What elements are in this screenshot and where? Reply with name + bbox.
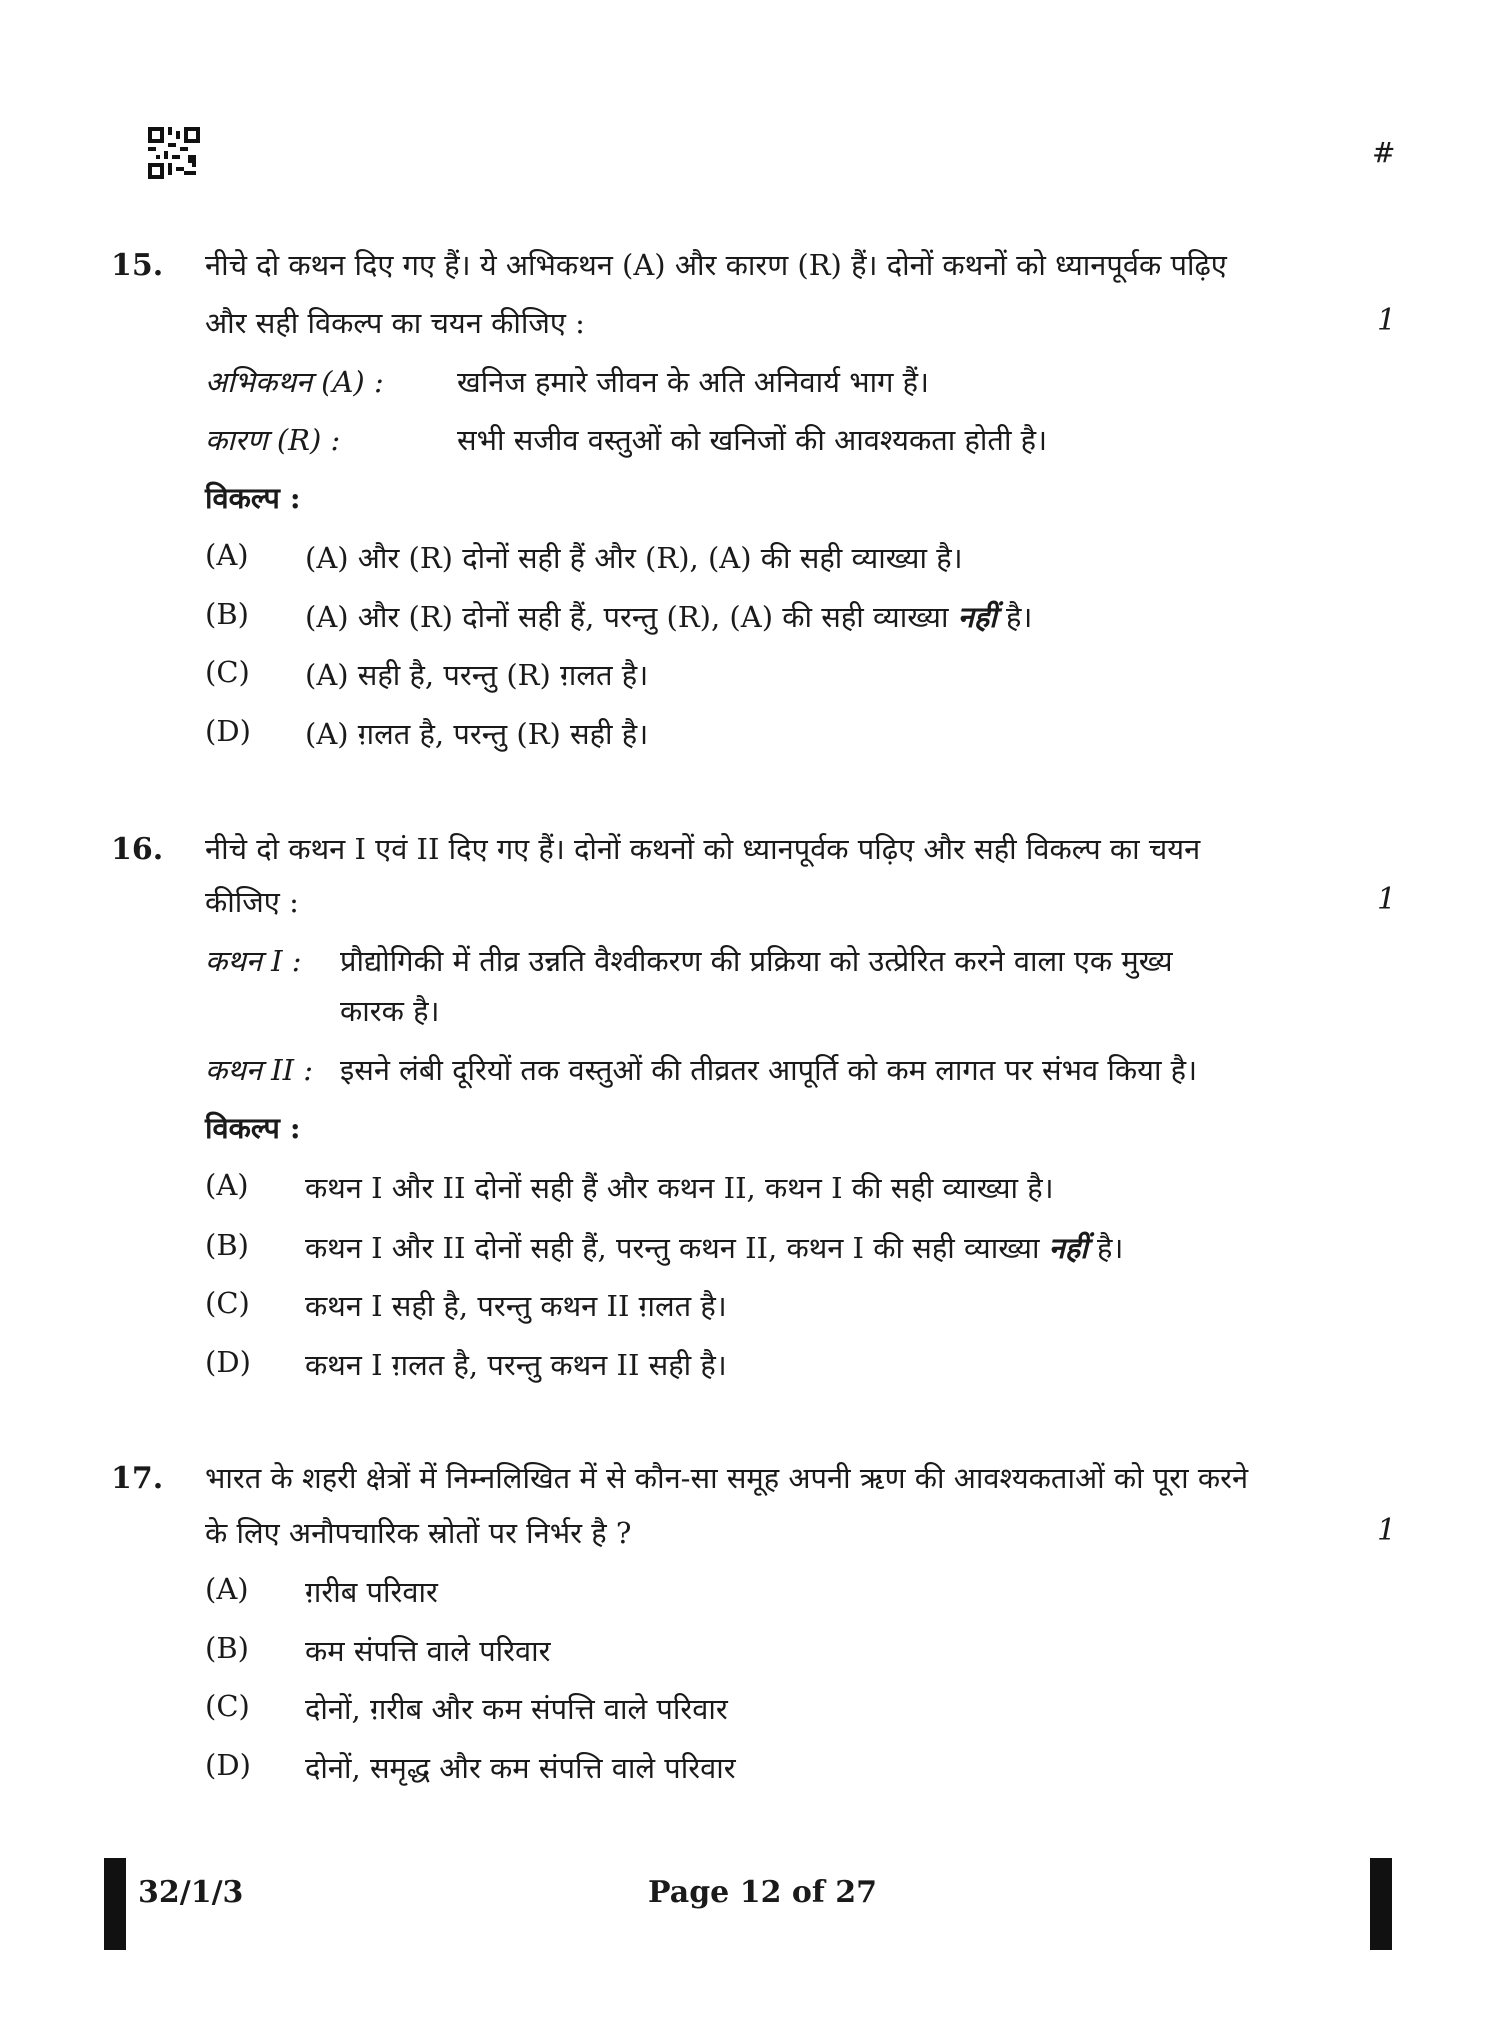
paper-code: 32/1/3 xyxy=(138,1875,244,1910)
question-15-marks: 1 xyxy=(1377,303,1397,338)
question-16-line1: नीचे दो कथन I एवं II दिए गए हैं। दोनों कथनों को ध्यानपूर्वक पढ़िए और सही विकल्प का चयन xyxy=(205,832,1201,866)
q16-option-d-label: (D) xyxy=(205,1345,251,1379)
q17-option-d-label: (D) xyxy=(205,1748,251,1782)
q16-option-c-text: कथन I सही है, परन्तु कथन II ग़लत है। xyxy=(305,1289,727,1323)
q17-option-a-label: (A) xyxy=(205,1572,249,1606)
q15-option-a-text: (A) और (R) दोनों सही हैं और (R), (A) की सही व्याख्या है। xyxy=(305,541,963,575)
q16-option-a-label: (A) xyxy=(205,1168,249,1202)
question-15-number: 15. xyxy=(111,248,164,283)
header-hash: # xyxy=(1372,136,1396,169)
assertion-label: अभिकथन (A) : xyxy=(205,365,384,399)
statement-1-text-cont: कारक है। xyxy=(340,994,440,1028)
question-17-line2: के लिए अनौपचारिक स्रोतों पर निर्भर है ? xyxy=(205,1516,632,1550)
question-16-line2: कीजिए : xyxy=(205,885,299,919)
q16-option-a-text: कथन I और II दोनों सही हैं और कथन II, कथन I की सही व्याख्या है। xyxy=(305,1171,1054,1205)
question-15-line2: और सही विकल्प का चयन कीजिए : xyxy=(205,306,585,340)
q15-option-c-label: (C) xyxy=(205,655,250,689)
question-15-options-heading: विकल्प : xyxy=(205,481,301,515)
statement-1-text: प्रौद्योगिकी में तीव्र उन्नति वैश्वीकरण की प्रक्रिया को उत्प्रेरित करने वाला एक मुख्य xyxy=(340,944,1173,978)
question-16-marks: 1 xyxy=(1377,882,1397,917)
page-number: Page 12 of 27 xyxy=(648,1875,877,1910)
q15-option-c-text: (A) सही है, परन्तु (R) ग़लत है। xyxy=(305,658,649,692)
statement-2-label: कथन II : xyxy=(205,1053,314,1087)
q16-option-c-label: (C) xyxy=(205,1286,250,1320)
qr-code-icon xyxy=(148,127,200,179)
q17-option-b-label: (B) xyxy=(205,1631,249,1665)
question-17-marks: 1 xyxy=(1377,1513,1397,1548)
question-16-options-heading: विकल्प : xyxy=(205,1111,301,1145)
q17-option-b-text: कम संपत्ति वाले परिवार xyxy=(305,1634,551,1668)
q15-option-d-label: (D) xyxy=(205,714,251,748)
statement-1-label: कथन I : xyxy=(205,944,302,978)
q15-option-a-label: (A) xyxy=(205,538,249,572)
q17-option-c-text: दोनों, ग़रीब और कम संपत्ति वाले परिवार xyxy=(305,1692,728,1726)
q15-option-b-label: (B) xyxy=(205,597,249,631)
q15-option-d-text: (A) ग़लत है, परन्तु (R) सही है। xyxy=(305,717,649,751)
q17-option-a-text: ग़रीब परिवार xyxy=(305,1575,438,1609)
statement-2-text: इसने लंबी दूरियों तक वस्तुओं की तीव्रतर आपूर्ति को कम लागत पर संभव किया है। xyxy=(340,1053,1198,1087)
question-16-number: 16. xyxy=(111,832,164,867)
q16-option-d-text: कथन I ग़लत है, परन्तु कथन II सही है। xyxy=(305,1348,727,1382)
footer-right-bar xyxy=(1370,1858,1392,1950)
q15-option-b-text: (A) और (R) दोनों सही हैं, परन्तु (R), (A) की सही व्याख्या नहीं है। xyxy=(305,600,1033,634)
q16-option-b-label: (B) xyxy=(205,1228,249,1262)
footer-left-bar xyxy=(104,1858,126,1950)
q17-option-d-text: दोनों, समृद्ध और कम संपत्ति वाले परिवार xyxy=(305,1751,736,1785)
reason-label: कारण (R) : xyxy=(205,423,341,457)
reason-text: सभी सजीव वस्तुओं को खनिजों की आवश्यकता होती है। xyxy=(457,423,1048,457)
question-15-line1: नीचे दो कथन दिए गए हैं। ये अभिकथन (A) और कारण (R) हैं। दोनों कथनों को ध्यानपूर्वक पढ़िए xyxy=(205,248,1227,282)
assertion-text: खनिज हमारे जीवन के अति अनिवार्य भाग हैं। xyxy=(457,365,930,399)
question-17-line1: भारत के शहरी क्षेत्रों में निम्नलिखित में से कौन-सा समूह अपनी ऋण की आवश्यकताओं को पूरा करने xyxy=(205,1461,1249,1495)
q16-option-b-text: कथन I और II दोनों सही हैं, परन्तु कथन II, कथन I की सही व्याख्या नहीं है। xyxy=(305,1231,1124,1265)
question-17-number: 17. xyxy=(111,1461,164,1496)
q17-option-c-label: (C) xyxy=(205,1689,250,1723)
